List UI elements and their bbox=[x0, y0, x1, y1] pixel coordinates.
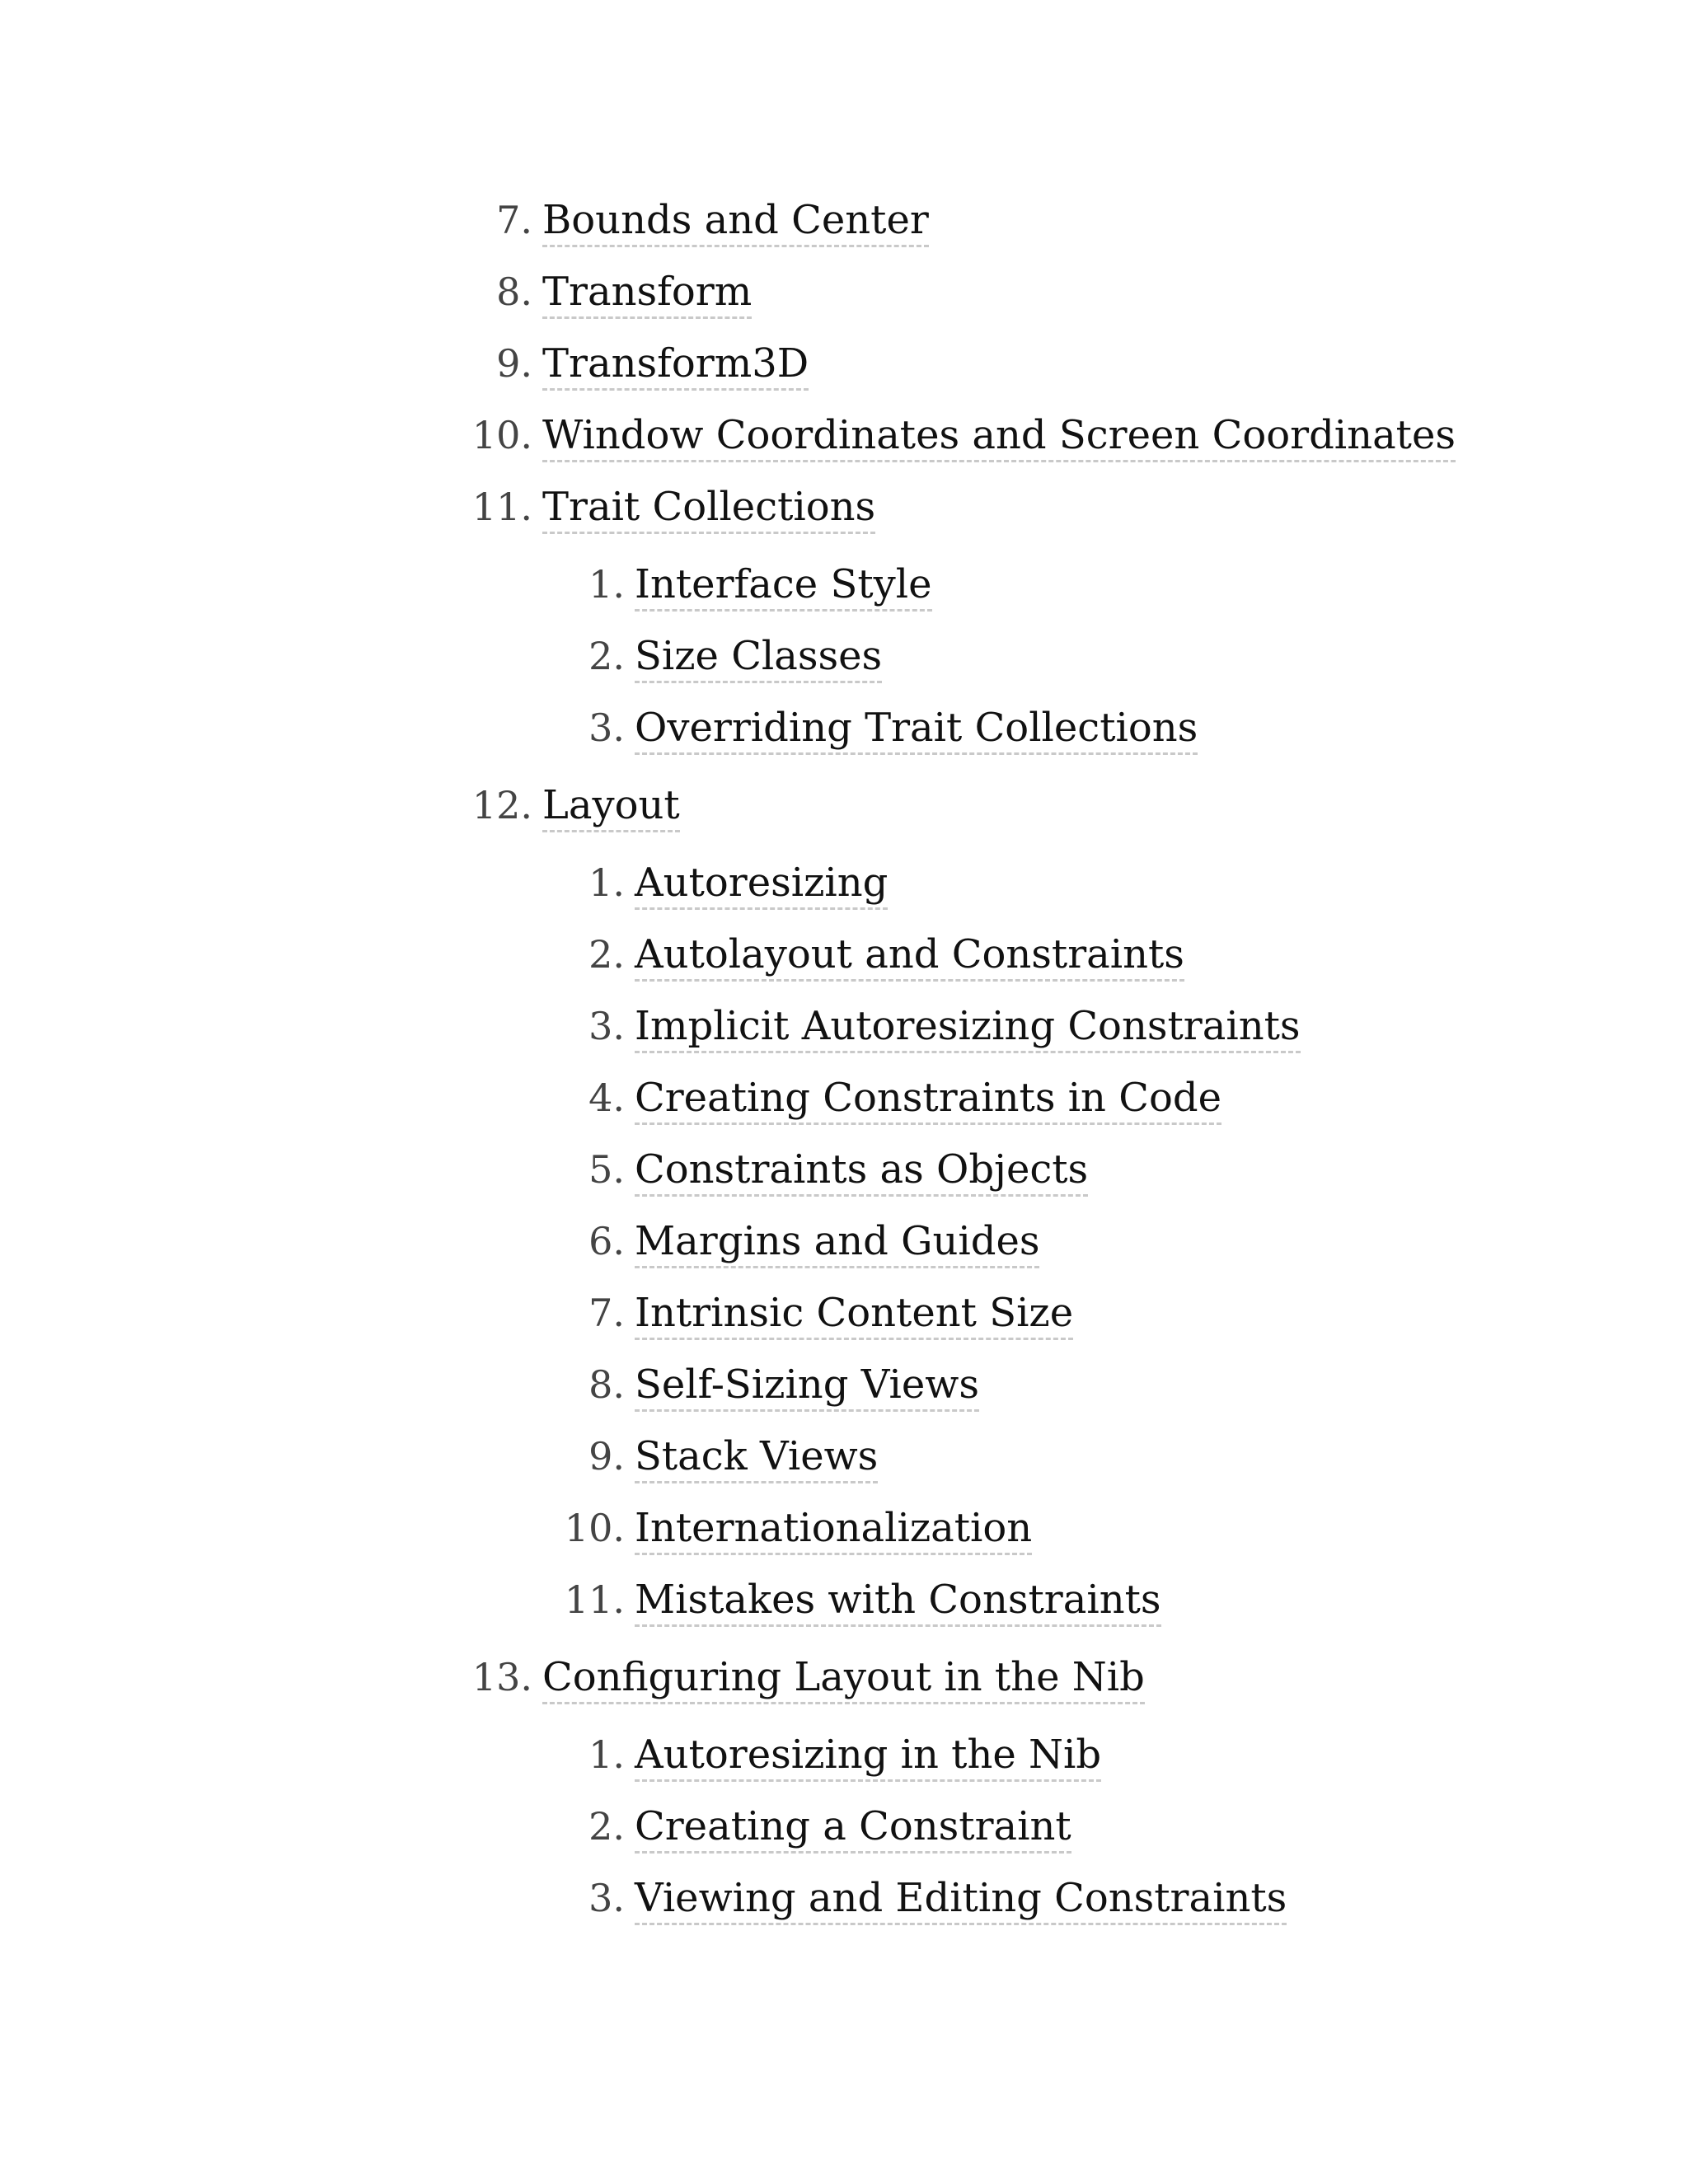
toc-entry bbox=[462, 341, 809, 391]
toc-subentry bbox=[554, 562, 932, 612]
toc-entry bbox=[462, 413, 1456, 462]
toc-link-size-classes[interactable]: Size Classes bbox=[635, 634, 882, 683]
toc-link-trait-collections[interactable]: Trait Collections bbox=[542, 485, 875, 534]
toc-entry-number: 9. bbox=[588, 1434, 625, 1479]
toc-entry-number: 11. bbox=[564, 1577, 625, 1622]
toc-entry-number: 3. bbox=[588, 705, 625, 750]
toc-link-constraints-as-objects[interactable]: Constraints as Objects bbox=[635, 1147, 1088, 1197]
toc-entry-number: 5. bbox=[588, 1147, 625, 1192]
toc-entry-number: 11. bbox=[471, 485, 532, 529]
toc-entry-number: 8. bbox=[496, 269, 532, 314]
toc-link-interface-style[interactable]: Interface Style bbox=[635, 562, 932, 612]
toc-subentry bbox=[554, 1362, 979, 1412]
toc-entry-number: 4. bbox=[588, 1076, 625, 1120]
toc-link-bounds-and-center[interactable]: Bounds and Center bbox=[542, 198, 929, 247]
toc-link-overriding-trait-collections[interactable]: Overriding Trait Collections bbox=[635, 705, 1198, 755]
toc-entry-number: 1. bbox=[588, 562, 625, 607]
toc-link-autoresizing-in-the-nib[interactable]: Autoresizing in the Nib bbox=[635, 1732, 1101, 1782]
toc-subentry bbox=[554, 634, 882, 683]
toc-subentry bbox=[554, 705, 1198, 755]
toc-link-mistakes-with-constraints[interactable]: Mistakes with Constraints bbox=[635, 1577, 1161, 1627]
toc-link-configuring-layout-in-the-nib[interactable]: Configuring Layout in the Nib bbox=[542, 1655, 1145, 1704]
toc-entry bbox=[462, 485, 875, 534]
toc-entry-number: 2. bbox=[588, 634, 625, 678]
toc-link-transform3d[interactable]: Transform3D bbox=[542, 341, 809, 391]
toc-entry-number: 1. bbox=[588, 860, 625, 905]
toc-subentry bbox=[554, 1147, 1088, 1197]
toc-subentry bbox=[554, 1506, 1032, 1555]
toc-link-viewing-and-editing-constraints[interactable]: Viewing and Editing Constraints bbox=[635, 1876, 1287, 1925]
toc-entry bbox=[462, 783, 680, 832]
toc-subentry bbox=[554, 1804, 1071, 1854]
toc-subentry bbox=[554, 1876, 1287, 1925]
toc-link-window-coordinates[interactable]: Window Coordinates and Screen Coordinates bbox=[542, 413, 1456, 462]
toc-entry-number: 9. bbox=[496, 341, 532, 386]
toc-subentry bbox=[554, 1076, 1221, 1125]
toc-entry-number: 8. bbox=[588, 1362, 625, 1407]
toc-entry-number: 7. bbox=[588, 1291, 625, 1335]
toc-link-intrinsic-content-size[interactable]: Intrinsic Content Size bbox=[635, 1291, 1073, 1340]
toc-link-self-sizing-views[interactable]: Self-Sizing Views bbox=[635, 1362, 979, 1412]
toc-entry-number: 10. bbox=[564, 1506, 625, 1550]
toc-link-internationalization[interactable]: Internationalization bbox=[635, 1506, 1032, 1555]
toc-link-autolayout-and-constraints[interactable]: Autolayout and Constraints bbox=[635, 932, 1184, 982]
toc-entry bbox=[462, 1655, 1145, 1704]
toc-subentry bbox=[554, 1219, 1039, 1268]
toc-subentry bbox=[554, 1577, 1161, 1627]
toc-entry bbox=[462, 198, 929, 247]
toc-subentry bbox=[554, 860, 888, 910]
toc-link-creating-constraints-in-code[interactable]: Creating Constraints in Code bbox=[635, 1076, 1221, 1125]
toc-link-layout[interactable]: Layout bbox=[542, 783, 680, 832]
toc-entry-number: 6. bbox=[588, 1219, 625, 1263]
toc-link-implicit-autoresizing-constraints[interactable]: Implicit Autoresizing Constraints bbox=[635, 1004, 1301, 1053]
toc-subentry bbox=[554, 1434, 878, 1483]
toc-entry bbox=[462, 269, 752, 319]
toc-entry-number: 2. bbox=[588, 1804, 625, 1849]
toc-subentry bbox=[554, 932, 1184, 982]
toc-entry-number: 12. bbox=[471, 783, 532, 827]
toc-entry-number: 2. bbox=[588, 932, 625, 977]
toc-entry-number: 1. bbox=[588, 1732, 625, 1777]
toc-entry-number: 10. bbox=[471, 413, 532, 457]
toc-link-transform[interactable]: Transform bbox=[542, 269, 752, 319]
toc-link-margins-and-guides[interactable]: Margins and Guides bbox=[635, 1219, 1039, 1268]
toc-entry-number: 3. bbox=[588, 1004, 625, 1048]
toc-subentry bbox=[554, 1004, 1301, 1053]
toc-entry-number: 13. bbox=[471, 1655, 532, 1699]
toc-entry-number: 3. bbox=[588, 1876, 625, 1920]
toc-link-creating-a-constraint[interactable]: Creating a Constraint bbox=[635, 1804, 1071, 1854]
toc-subentry bbox=[554, 1291, 1073, 1340]
toc-entry-number: 7. bbox=[496, 198, 532, 242]
toc-link-autoresizing[interactable]: Autoresizing bbox=[635, 860, 888, 910]
toc-link-stack-views[interactable]: Stack Views bbox=[635, 1434, 878, 1483]
toc-subentry bbox=[554, 1732, 1101, 1782]
